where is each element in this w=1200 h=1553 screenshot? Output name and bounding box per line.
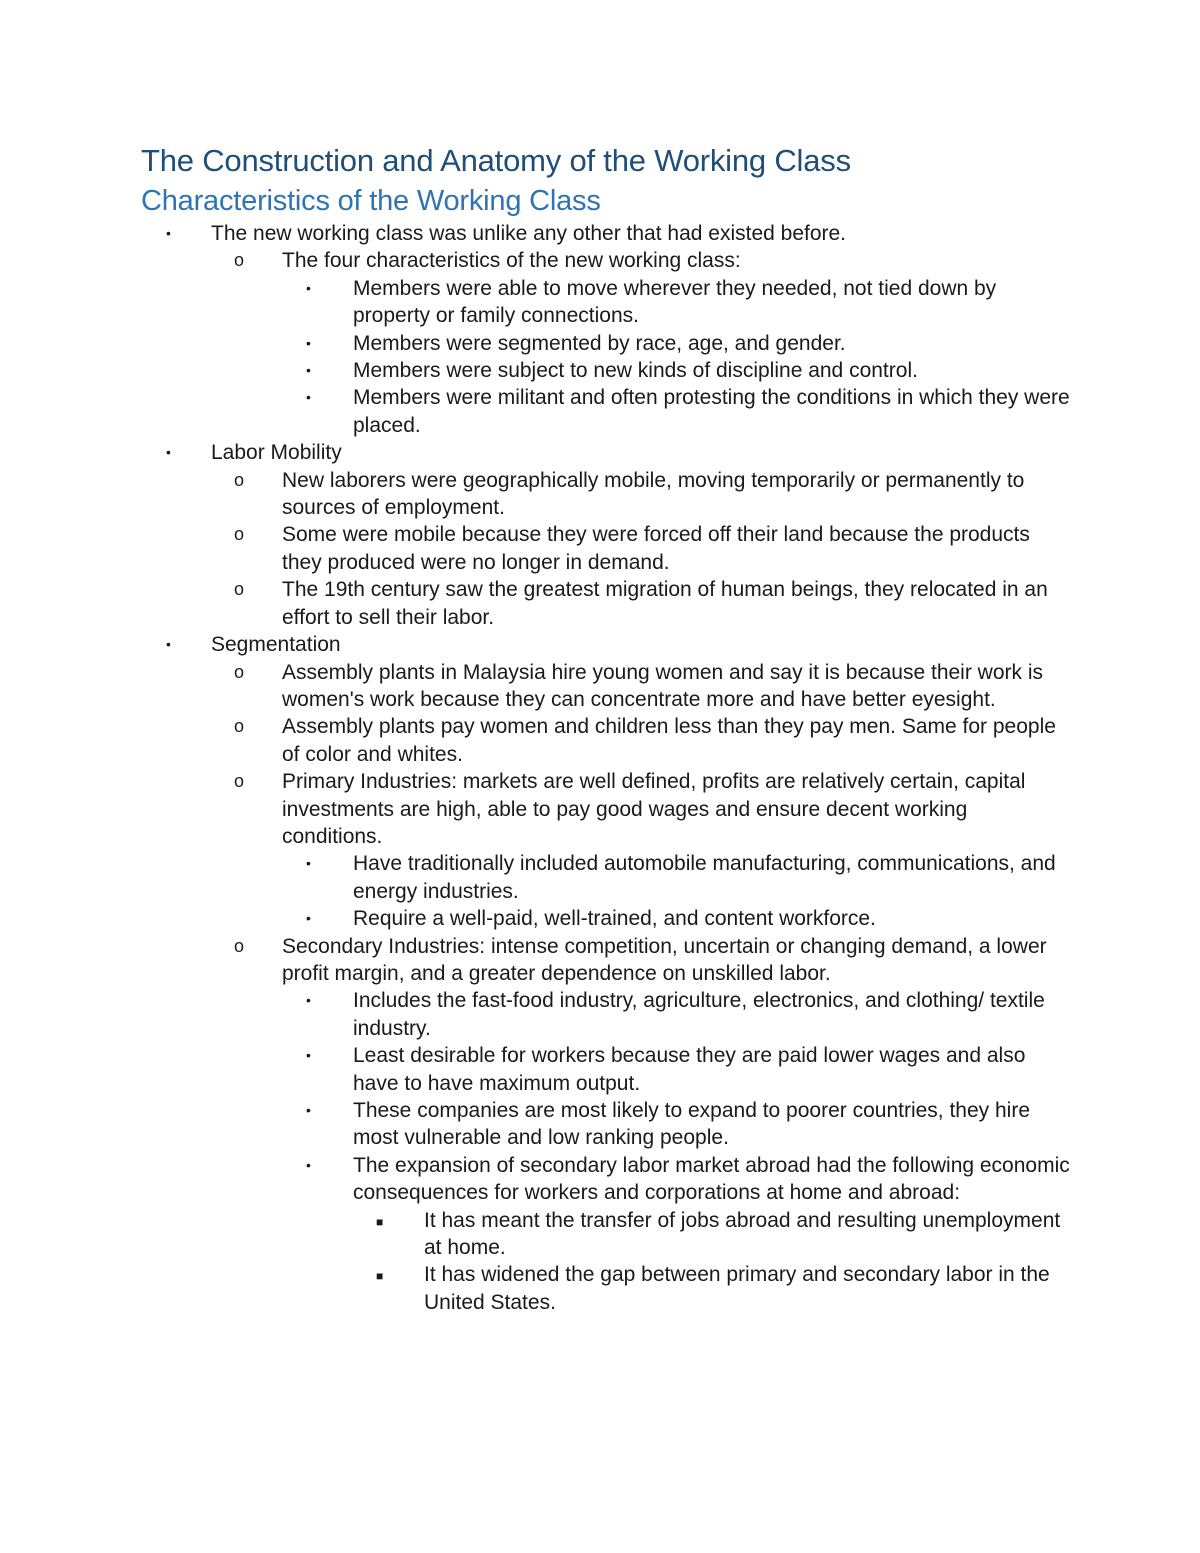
bullet-marker: • bbox=[306, 1102, 311, 1118]
bullet-marker: o bbox=[234, 469, 245, 490]
bullet-marker: o bbox=[234, 935, 245, 956]
bullet-marker: o bbox=[234, 250, 245, 271]
document-title: The Construction and Anatomy of the Working Class bbox=[141, 143, 851, 178]
list-item-text: Members were segmented by race, age, and gender. bbox=[353, 331, 846, 355]
bullet-marker: • bbox=[166, 444, 171, 461]
list-item-text: The four characteristics of the new working class: bbox=[282, 249, 741, 273]
bullet-marker: ■ bbox=[376, 1269, 384, 1284]
list-item-text: Members were subject to new kinds of discipline and control. bbox=[353, 359, 918, 383]
list-item bbox=[0, 439, 1200, 466]
list-item-text: New laborers were geographically mobile, moving temporarily or permanently to sources of employment. bbox=[282, 468, 1025, 520]
list-item bbox=[0, 1261, 1200, 1316]
list-item bbox=[0, 850, 1200, 905]
bullet-list bbox=[0, 220, 1200, 1316]
list-item-text: Assembly plants pay women and children less than they pay men. Same for people of color and whites. bbox=[282, 715, 1056, 766]
bullet-marker: ■ bbox=[376, 1214, 384, 1229]
bullet-marker: • bbox=[306, 910, 311, 927]
bullet-marker: o bbox=[234, 661, 245, 682]
list-item-text: Secondary Industries: intense competition, uncertain or changing demand, a lower profit margin, and a greater dependence on unskilled labor. bbox=[282, 934, 1047, 985]
list-item-text: Labor Mobility bbox=[211, 441, 342, 465]
bullet-marker: o bbox=[234, 579, 245, 600]
list-item bbox=[0, 357, 1200, 384]
bullet-marker: • bbox=[306, 362, 311, 379]
bullet-marker: • bbox=[306, 1047, 311, 1064]
list-item bbox=[0, 467, 1200, 522]
list-item-text: These companies are most likely to expand to poorer countries, they hire most vulnerable and low ranking people. bbox=[353, 1099, 1031, 1150]
bullet-marker: o bbox=[234, 524, 245, 545]
list-item bbox=[0, 275, 1200, 330]
section-heading: Characteristics of the Working Class bbox=[141, 185, 601, 217]
list-item bbox=[0, 1042, 1200, 1097]
list-item-text: The new working class was unlike any other that had existed before. bbox=[211, 222, 847, 245]
list-item-text: It has meant the transfer of jobs abroad and resulting unemployment at home. bbox=[424, 1208, 1061, 1260]
list-item bbox=[0, 768, 1200, 850]
list-item-text: Includes the fast-food industry, agriculture, electronics, and clothing/ textile industry. bbox=[353, 989, 1045, 1040]
bullet-marker: • bbox=[306, 1156, 311, 1173]
list-item bbox=[0, 713, 1200, 768]
bullet-marker: • bbox=[306, 855, 311, 872]
list-item bbox=[0, 1097, 1200, 1152]
list-item-text: The 19th century saw the greatest migration of human beings, they relocated in an effort to sell their labor. bbox=[282, 578, 1048, 629]
list-item bbox=[0, 576, 1200, 631]
list-item bbox=[0, 521, 1200, 576]
bullet-marker: • bbox=[306, 389, 311, 406]
list-item bbox=[0, 384, 1200, 439]
list-item-text: Segmentation bbox=[211, 633, 341, 657]
list-item-text: Some were mobile because they were forced off their land because the products they produced were no longer in demand. bbox=[282, 523, 1030, 574]
bullet-marker: • bbox=[166, 636, 171, 653]
list-item bbox=[0, 905, 1200, 932]
bullet-marker: o bbox=[234, 716, 245, 737]
list-item-text: Require a well-paid, well-trained, and content workforce. bbox=[353, 907, 876, 931]
list-item bbox=[0, 631, 1200, 658]
list-item-text: Primary Industries: markets are well defined, profits are relatively certain, capital investments are high, able to pay good wages and ensure decent working conditions. bbox=[282, 770, 1026, 848]
bullet-marker: o bbox=[234, 771, 245, 792]
list-item-text: Members were able to move wherever they needed, not tied down by property or family connections. bbox=[353, 276, 997, 328]
bullet-marker: • bbox=[166, 225, 171, 241]
list-item-text: Assembly plants in Malaysia hire young women and say it is because their work is women's work because they can concentrate more and have better eyesight. bbox=[282, 660, 1044, 711]
list-item bbox=[0, 1207, 1200, 1262]
list-item bbox=[0, 987, 1200, 1042]
list-item bbox=[0, 220, 1200, 247]
bullet-marker: • bbox=[306, 992, 311, 1009]
list-item bbox=[0, 330, 1200, 357]
list-item-text: It has widened the gap between primary and secondary labor in the United States. bbox=[424, 1263, 1050, 1314]
list-item bbox=[0, 933, 1200, 988]
bullet-marker: • bbox=[306, 334, 311, 351]
list-item-text: The expansion of secondary labor market abroad had the following economic consequences for workers and corporations at home and abroad: bbox=[353, 1153, 1070, 1205]
bullet-marker: • bbox=[306, 279, 311, 296]
list-item bbox=[0, 247, 1200, 274]
list-item-text: Least desirable for workers because they are paid lower wages and also have to have maximum output. bbox=[353, 1044, 1026, 1095]
list-item-text: Members were militant and often protesting the conditions in which they were placed. bbox=[353, 386, 1070, 437]
list-item bbox=[0, 659, 1200, 714]
list-item-text: Have traditionally included automobile manufacturing, communications, and energy industries. bbox=[353, 852, 1056, 903]
list-item bbox=[0, 1152, 1200, 1207]
